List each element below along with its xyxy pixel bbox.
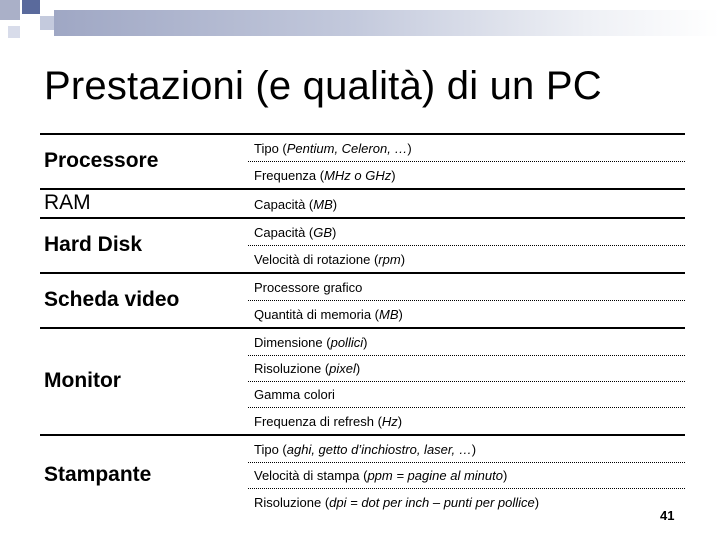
- feature-row: [248, 330, 685, 356]
- feature-text: pollici: [330, 335, 364, 350]
- feature-row: [248, 246, 685, 272]
- feature-text: Hz: [381, 413, 398, 429]
- feature-text: dpi = dot per inch – punti per pollice: [329, 494, 535, 510]
- feature-text: MB: [379, 306, 399, 322]
- category-label: Stampante: [44, 463, 152, 486]
- feature-text: Capacità (: [254, 225, 314, 240]
- feature-row: [248, 275, 685, 301]
- feature-row: [248, 408, 685, 434]
- feature-row: [248, 191, 685, 217]
- feature-text: Risoluzione (: [254, 494, 330, 510]
- decor-square-blue: [22, 0, 40, 14]
- feature-text: Velocità di rotazione (: [254, 251, 379, 267]
- category-divider: [40, 217, 685, 219]
- feature-row: [248, 489, 685, 515]
- feature-text: ): [471, 442, 477, 457]
- feature-text: Velocità di stampa (: [254, 468, 368, 483]
- feature-text: Tipo (: [254, 442, 287, 457]
- feature-text: aghi, getto d’inchiostro, laser, …: [286, 442, 472, 457]
- feature-text: pixel: [329, 361, 356, 376]
- feature-row: [248, 437, 685, 463]
- decor-square-light: [40, 16, 54, 30]
- feature-row: [248, 136, 685, 162]
- feature-text: MB: [313, 196, 333, 212]
- feature-text: rpm: [378, 251, 401, 267]
- feature-text: Risoluzione (: [254, 361, 330, 376]
- category-divider: [40, 434, 685, 436]
- category-label: Scheda video: [44, 288, 180, 311]
- category-label: Monitor: [44, 369, 121, 392]
- feature-text: Frequenza (: [254, 167, 325, 183]
- category-label: RAM: [44, 191, 91, 214]
- feature-text: GB: [313, 225, 333, 240]
- feature-text: ): [391, 167, 396, 183]
- feature-row: [248, 356, 685, 382]
- decor-square-small: [8, 26, 20, 38]
- feature-row: [248, 162, 685, 188]
- feature-text: ): [397, 413, 403, 429]
- feature-text: ): [355, 361, 361, 376]
- feature-text: Gamma colori: [254, 387, 335, 402]
- feature-row: [248, 463, 685, 489]
- feature-text: Tipo (: [254, 141, 287, 156]
- feature-text: ): [400, 251, 406, 267]
- feature-text: Frequenza di refresh (: [254, 413, 382, 429]
- feature-text: MHz o GHz: [324, 167, 392, 183]
- category-label: Processore: [44, 149, 159, 172]
- category-divider: [40, 133, 685, 135]
- feature-text: Pentium, Celeron, …: [286, 141, 408, 156]
- feature-row: [248, 382, 685, 408]
- slide-title: Prestazioni (e qualità) di un PC: [44, 64, 602, 108]
- feature-row: [248, 220, 685, 246]
- feature-text: ): [502, 468, 508, 483]
- feature-text: Dimensione (: [254, 335, 331, 350]
- feature-text: ppm = pagine al minuto: [367, 468, 503, 483]
- feature-text: Quantità di memoria (: [254, 306, 379, 322]
- feature-text: ): [363, 335, 368, 350]
- category-divider: [40, 188, 685, 190]
- category-label: Hard Disk: [44, 233, 143, 256]
- feature-text: ): [407, 141, 412, 156]
- decor-square-gray: [0, 0, 20, 20]
- feature-text: ): [534, 494, 540, 510]
- page-number: 41: [660, 508, 675, 523]
- feature-row: [248, 301, 685, 327]
- feature-text: ): [332, 225, 337, 240]
- feature-text: ): [398, 306, 403, 322]
- feature-text: Capacità (: [254, 196, 314, 212]
- feature-text: ): [332, 196, 338, 212]
- header-gradient-bar: [54, 10, 720, 36]
- category-divider: [40, 272, 685, 274]
- category-divider: [40, 327, 685, 329]
- feature-text: Processore grafico: [254, 280, 363, 295]
